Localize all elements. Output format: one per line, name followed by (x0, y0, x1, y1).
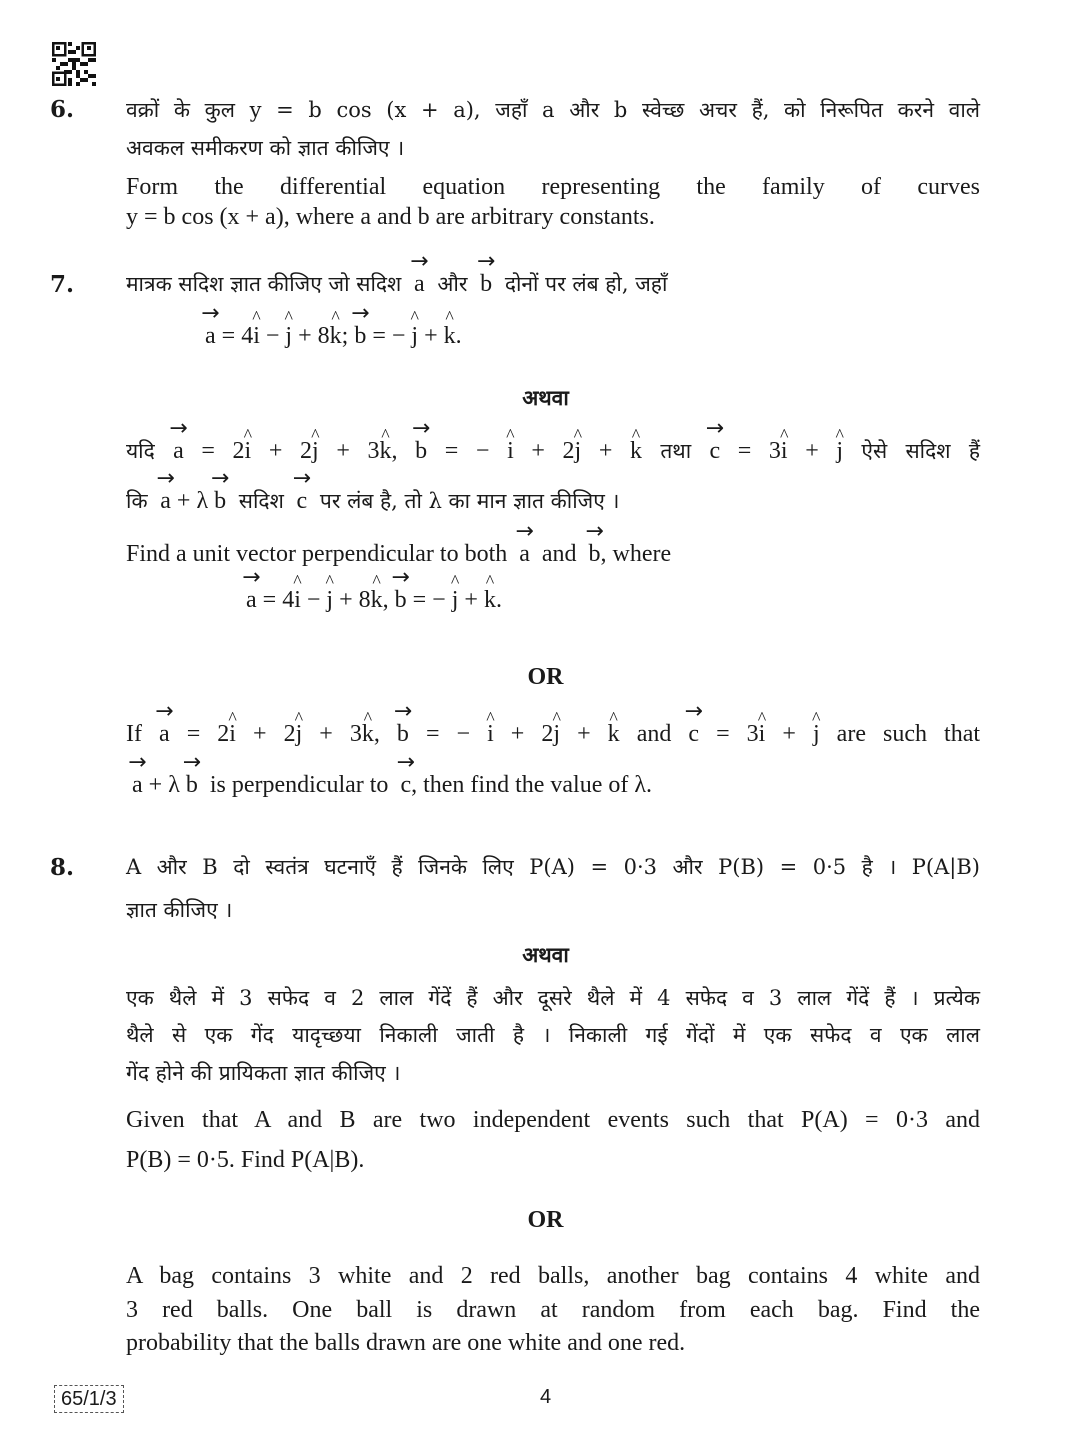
q7-hindi-alt-line-2: कि → a + λ → b सदिश → c पर लंब है, तो λ का मान ज्ञात कीजिए । (126, 487, 980, 515)
q6-hindi-line-1: वक्रों के कुल y = b cos (x + a), जहाँ a और b स्वेच्छ अचर हैं, को निरूपित करने वाले (126, 98, 980, 122)
q7-vectors-equation: → a = 4^ i − ^ j + 8^ k; → b = − ^ j + ^ k. (205, 323, 462, 350)
q7-hindi-line-1: मात्रक सदिश ज्ञात कीजिए जो सदिश → a और → b दोनों पर लंब हो, जहाँ (126, 270, 980, 298)
question-number: 8. (50, 854, 75, 881)
q8-hindi-alt-line-3: गेंद होने की प्रायिकता ज्ञात कीजिए । (126, 1061, 401, 1085)
q7-english-alt-line-2: → a + λ → b is perpendicular to → c, then find the value of λ. (126, 771, 980, 799)
q6-english-line-1: Form the differential equation representing the family of curves (126, 174, 980, 200)
or-heading-english: OR (527, 664, 564, 690)
question-number: 6. (50, 96, 75, 123)
question-number: 7. (50, 271, 75, 298)
q8-english-alt-line-2: 3 red balls. One ball is drawn at random from each bag. Find the (126, 1297, 980, 1323)
q7-vectors-equation-english: → a = 4^ i − ^ j + 8^ k, → b = − ^ j + ^ k. (246, 587, 502, 614)
q7-hindi-alt-line-1: यदि → a = 2^ i + 2^ j + 3^ k, → b = − ^ i + 2^ j + ^ k तथा → c = 3^ i + ^ j ऐसे सदिश हैं (126, 437, 980, 465)
q8-english-alt-line-3: probability that the balls drawn are one white and one red. (126, 1330, 686, 1356)
or-heading-english: OR (527, 1207, 564, 1233)
or-heading-hindi: अथवा (522, 385, 569, 410)
q7-english-line-1: Find a unit vector perpendicular to both → a and → b, where (126, 540, 980, 568)
q8-english-alt-line-1: A bag contains 3 white and 2 red balls, another bag contains 4 white and (126, 1263, 980, 1289)
q8-english-line-2: P(B) = 0·5. Find P(A|B). (126, 1147, 365, 1173)
q8-english-line-1: Given that A and B are two independent events such that P(A) = 0·3 and (126, 1107, 980, 1133)
q7-english-alt-line-1: If → a = 2^ i + 2^ j + 3^ k, → b = − ^ i + 2^ j + ^ k and → c = 3^ i + ^ j are such that (126, 720, 980, 748)
page-number: 4 (539, 1386, 552, 1408)
q8-hindi-line-1: A और B दो स्वतंत्र घटनाएँ हैं जिनके लिए P(A) = 0·3 और P(B) = 0·5 है । P(A|B) (126, 855, 980, 879)
qr-code-image (52, 42, 96, 86)
q8-hindi-alt-line-1: एक थैले में 3 सफेद व 2 लाल गेंदें हैं और दूसरे थैले में 4 सफेद व 3 लाल गेंदें हैं । प्रत्येक (126, 986, 980, 1010)
or-heading-hindi: अथवा (522, 942, 569, 967)
paper-code: 65/1/3 (54, 1385, 124, 1413)
q8-hindi-line-2: ज्ञात कीजिए । (126, 898, 233, 922)
q6-english-line-2: y = b cos (x + a), where a and b are arbitrary constants. (126, 204, 655, 230)
q6-hindi-line-2: अवकल समीकरण को ज्ञात कीजिए । (126, 136, 405, 160)
q8-hindi-alt-line-2: थैले से एक गेंद यादृच्छया निकाली जाती है । निकाली गई गेंदों में एक सफेद व एक लाल (126, 1023, 980, 1047)
